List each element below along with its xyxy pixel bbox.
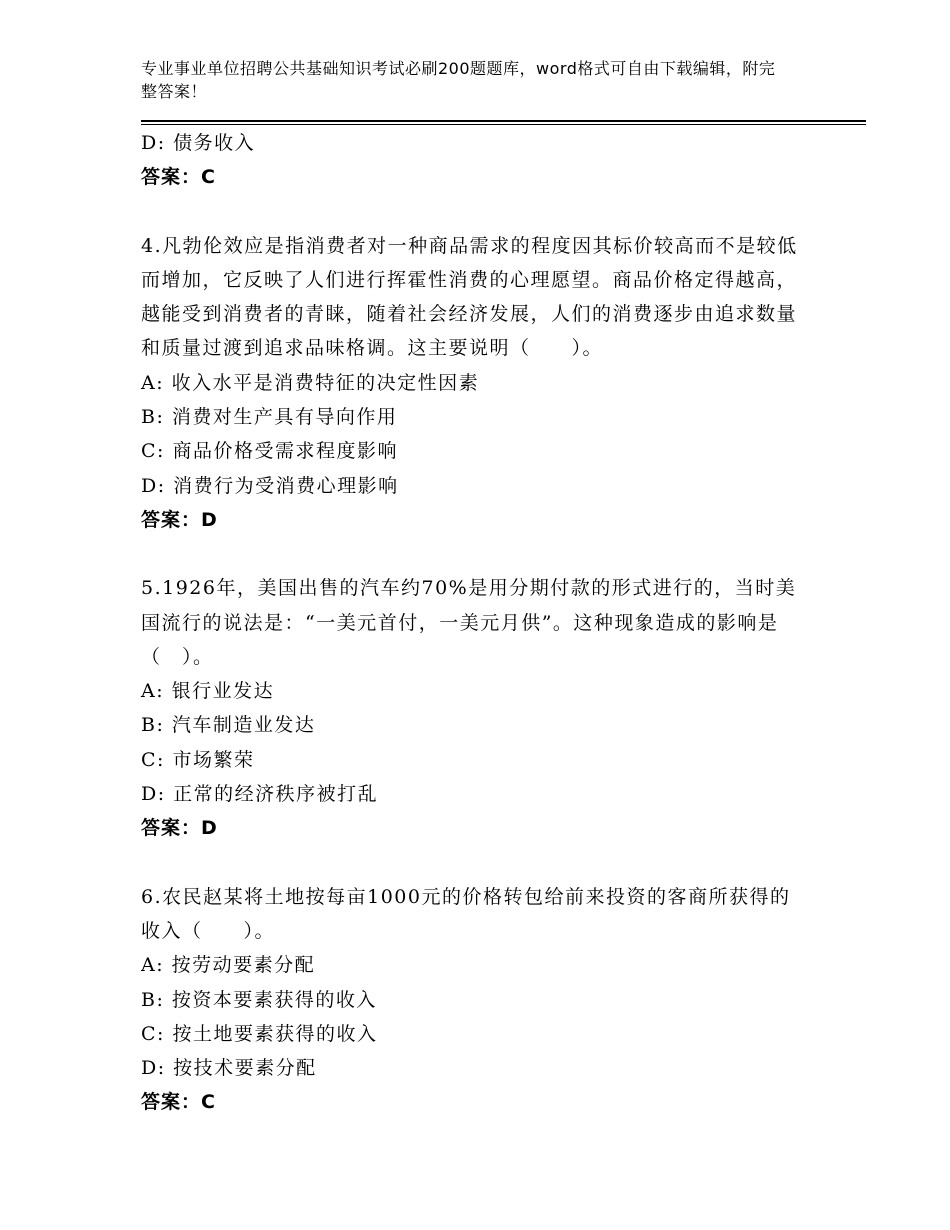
option-b: B: 汽车制造业发达	[141, 714, 316, 737]
option-d: D: 正常的经济秩序被打乱	[141, 783, 379, 806]
option-a: A: 银行业发达	[141, 680, 275, 703]
option-c: C: 按土地要素获得的收入	[141, 1022, 378, 1045]
question-stem: 5.1926年，美国出售的汽车约70%是用分期付款的形式进行的，当时美国流行的说法是：“一美元首付，一美元月供”。这种现象造成的影响是（ ）。	[141, 577, 797, 668]
option-b: B: 消费对生产具有导向作用	[141, 406, 398, 429]
question-answer: 答案：D	[141, 817, 218, 840]
fragment-option-d: D: 债务收入	[141, 132, 256, 154]
spacer	[141, 195, 841, 229]
page-header: 专业事业单位招聘公共基础知识考试必刷200题题库，word格式可自由下载编辑，附完整答案！	[141, 59, 776, 101]
question-4	[141, 229, 841, 538]
option-d: D: 消费行为受消费心理影响	[141, 474, 399, 497]
question-answer: 答案：D	[141, 508, 218, 531]
question-stem: 6.农民赵某将土地按每亩1000元的价格转包给前来投资的客商所获得的收入（ ）。	[141, 885, 791, 942]
spacer	[141, 537, 841, 571]
option-c: C: 商品价格受需求程度影响	[141, 440, 398, 463]
option-a: A: 收入水平是消费特征的决定性因素	[141, 371, 480, 394]
header-double-rule	[141, 120, 866, 125]
fragment-answer: 答案：C	[141, 166, 216, 189]
option-b: B: 按资本要素获得的收入	[141, 988, 377, 1011]
document-body	[141, 126, 841, 1120]
option-a: A: 按劳动要素分配	[141, 954, 316, 977]
question-stem: 4.凡勃伦效应是指消费者对一种商品需求的程度因其标价较高而不是较低而增加，它反映了人们进行挥霍性消费的心理愿望。商品价格定得越高，越能受到消费者的青睐，随着社会经济发展，人们的消费逐步由追求数量和质量过渡到追求品味格调。这主要说明（ ）。	[141, 234, 798, 360]
question-answer: 答案：C	[141, 1091, 216, 1114]
option-d: D: 按技术要素分配	[141, 1057, 317, 1080]
question-6	[141, 880, 841, 1120]
spacer	[141, 846, 841, 880]
option-c: C: 市场繁荣	[141, 748, 255, 771]
question-5	[141, 571, 841, 845]
